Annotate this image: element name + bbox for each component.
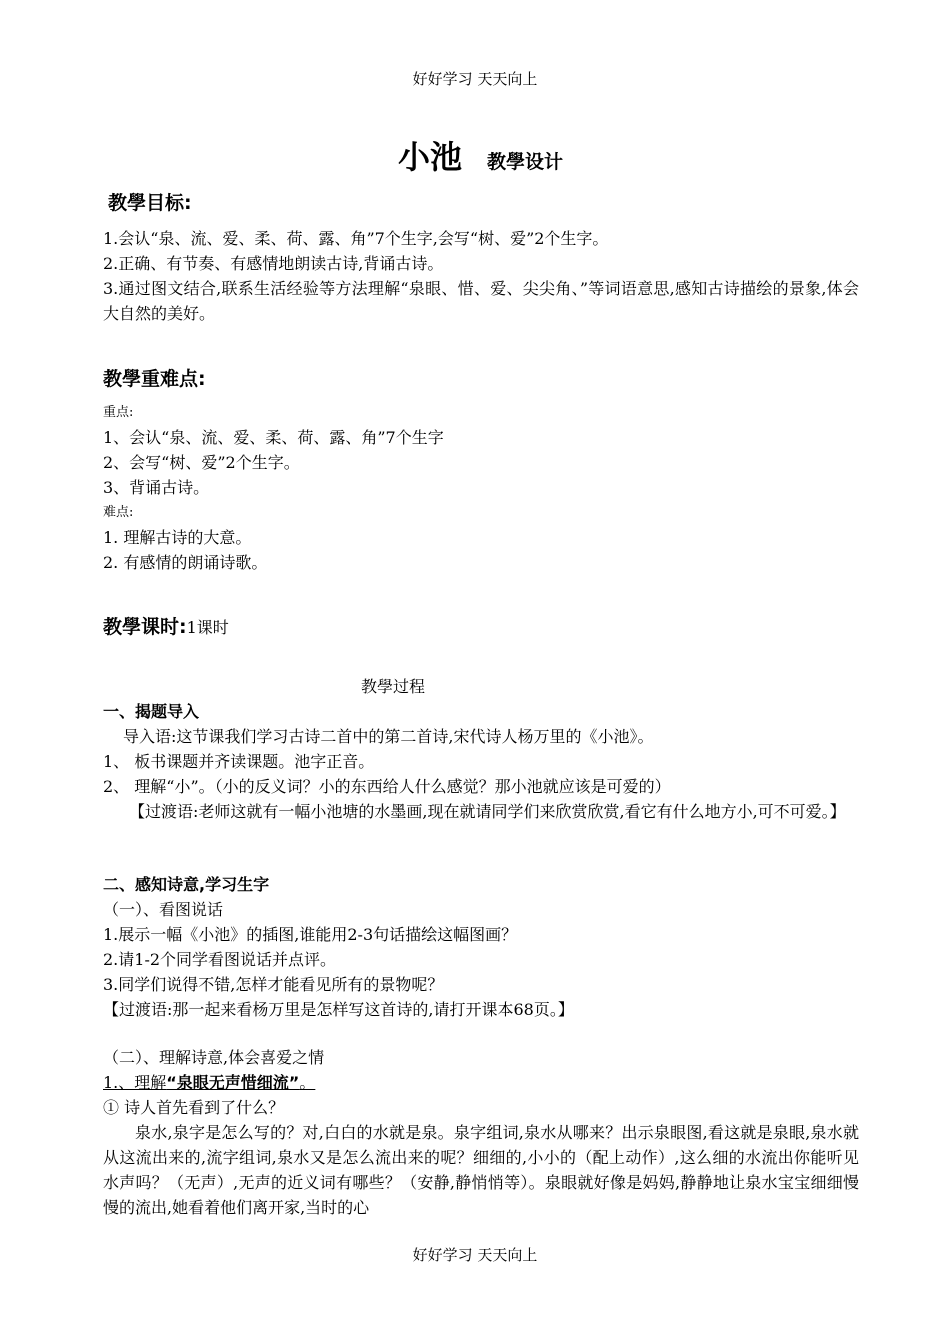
key-points-heading: 教學重难点:	[103, 368, 206, 390]
class-hours-label: 教學课时:	[103, 616, 187, 638]
doc-subtitle: 教學设计	[487, 151, 564, 173]
page-header: 好好学习 天天向上	[412, 70, 538, 88]
focus-item: 1、会认“泉、流、爱、柔、荷、露、角”7个生字	[103, 428, 444, 447]
section-1-item: 2、 理解“小”。（小的反义词？小的东西给人什么感觉？那小池就应该是可爱的）	[103, 777, 671, 796]
focus-item: 2、会写“树、爱”2个生字。	[103, 453, 300, 472]
objective-item: 1.会认“泉、流、爱、柔、荷、露、角”7个生字,会写“树、爱”2个生字。	[103, 229, 609, 248]
key-points-list	[103, 400, 859, 575]
subsection-2	[103, 1045, 859, 1220]
poem-line-prefix: 1.、理解	[103, 1073, 167, 1092]
difficulty-item: 1. 理解古诗的大意。	[103, 528, 252, 547]
explanation-paragraph: 泉水,泉字是怎么写的？对,白白的水就是泉。泉字组词,泉水从哪来？出示泉眼图,看这就是泉眼,泉水就从这流出来的,流字组词,泉水又是怎么流出来的呢？细细的,小小的（配上动作）,这么细的水流出你能听见水声吗？（无声）,无声的近义词有哪些？（安静,静悄悄等）。泉眼就好像是妈妈,静静地让泉水宝宝细细慢慢的流出,她看着他们离开家,当时的心	[103, 1123, 859, 1217]
objective-item: 3.通过图文结合,联系生活经验等方法理解“泉眼、惜、爱、尖尖角、”等词语意思,感知古诗描绘的景象,体会大自然的美好。	[103, 279, 859, 323]
focus-label: 重点:	[103, 405, 134, 420]
section-1-intro: 导入语:这节课我们学习古诗二首中的第二首诗,宋代诗人杨万里的《小池》。	[123, 727, 654, 746]
section-1-transition: 【过渡语:老师这就有一幅小池塘的水墨画,现在就请同学们来欣赏欣赏,看它有什么地方小,可不可爱。】	[129, 802, 846, 821]
subsection-1-transition: 【过渡语:那一起来看杨万里是怎样写这首诗的,请打开课本68页。】	[103, 1000, 574, 1019]
section-1-title: 一、揭题导入	[103, 702, 200, 721]
doc-title: 小池	[398, 138, 463, 176]
subsection-1-item: 3.同学们说得不错,怎样才能看见所有的景物呢？	[103, 975, 444, 994]
objectives-heading: 教學目标:	[108, 192, 192, 214]
poem-line-text: “泉眼无声惜细流”	[166, 1073, 300, 1092]
process-heading: 教學过程	[361, 677, 426, 696]
poem-line-suffix: 。	[299, 1073, 316, 1092]
subsection-1-title: （一）、看图说话	[103, 900, 224, 919]
difficulty-label: 难点:	[103, 505, 134, 520]
section-2-title: 二、感知诗意,学习生字	[103, 875, 270, 894]
difficulty-item: 2. 有感情的朗诵诗歌。	[103, 553, 268, 572]
focus-item: 3、背诵古诗。	[103, 478, 210, 497]
objectives-list	[103, 226, 859, 326]
page-footer: 好好学习 天天向上	[412, 1246, 538, 1264]
subsection-2-title: （二）、理解诗意,体会喜爱之情	[103, 1048, 325, 1067]
poem-line-heading	[103, 1070, 859, 1095]
section-1-item: 1、 板书课题并齐读课题。池字正音。	[103, 752, 375, 771]
subsection-1-item: 1.展示一幅《小池》的插图,谁能用2-3句话描绘这幅图画？	[103, 925, 518, 944]
class-hours	[103, 612, 229, 640]
section-1	[103, 699, 859, 824]
question-1: ① 诗人首先看到了什么？	[103, 1098, 285, 1117]
objective-item: 2.正确、有节奏、有感情地朗读古诗,背诵古诗。	[103, 254, 444, 273]
subsection-1-item: 2.请1-2个同学看图说话并点评。	[103, 950, 337, 969]
section-2	[103, 872, 859, 1022]
class-hours-value: 1课时	[186, 618, 229, 637]
